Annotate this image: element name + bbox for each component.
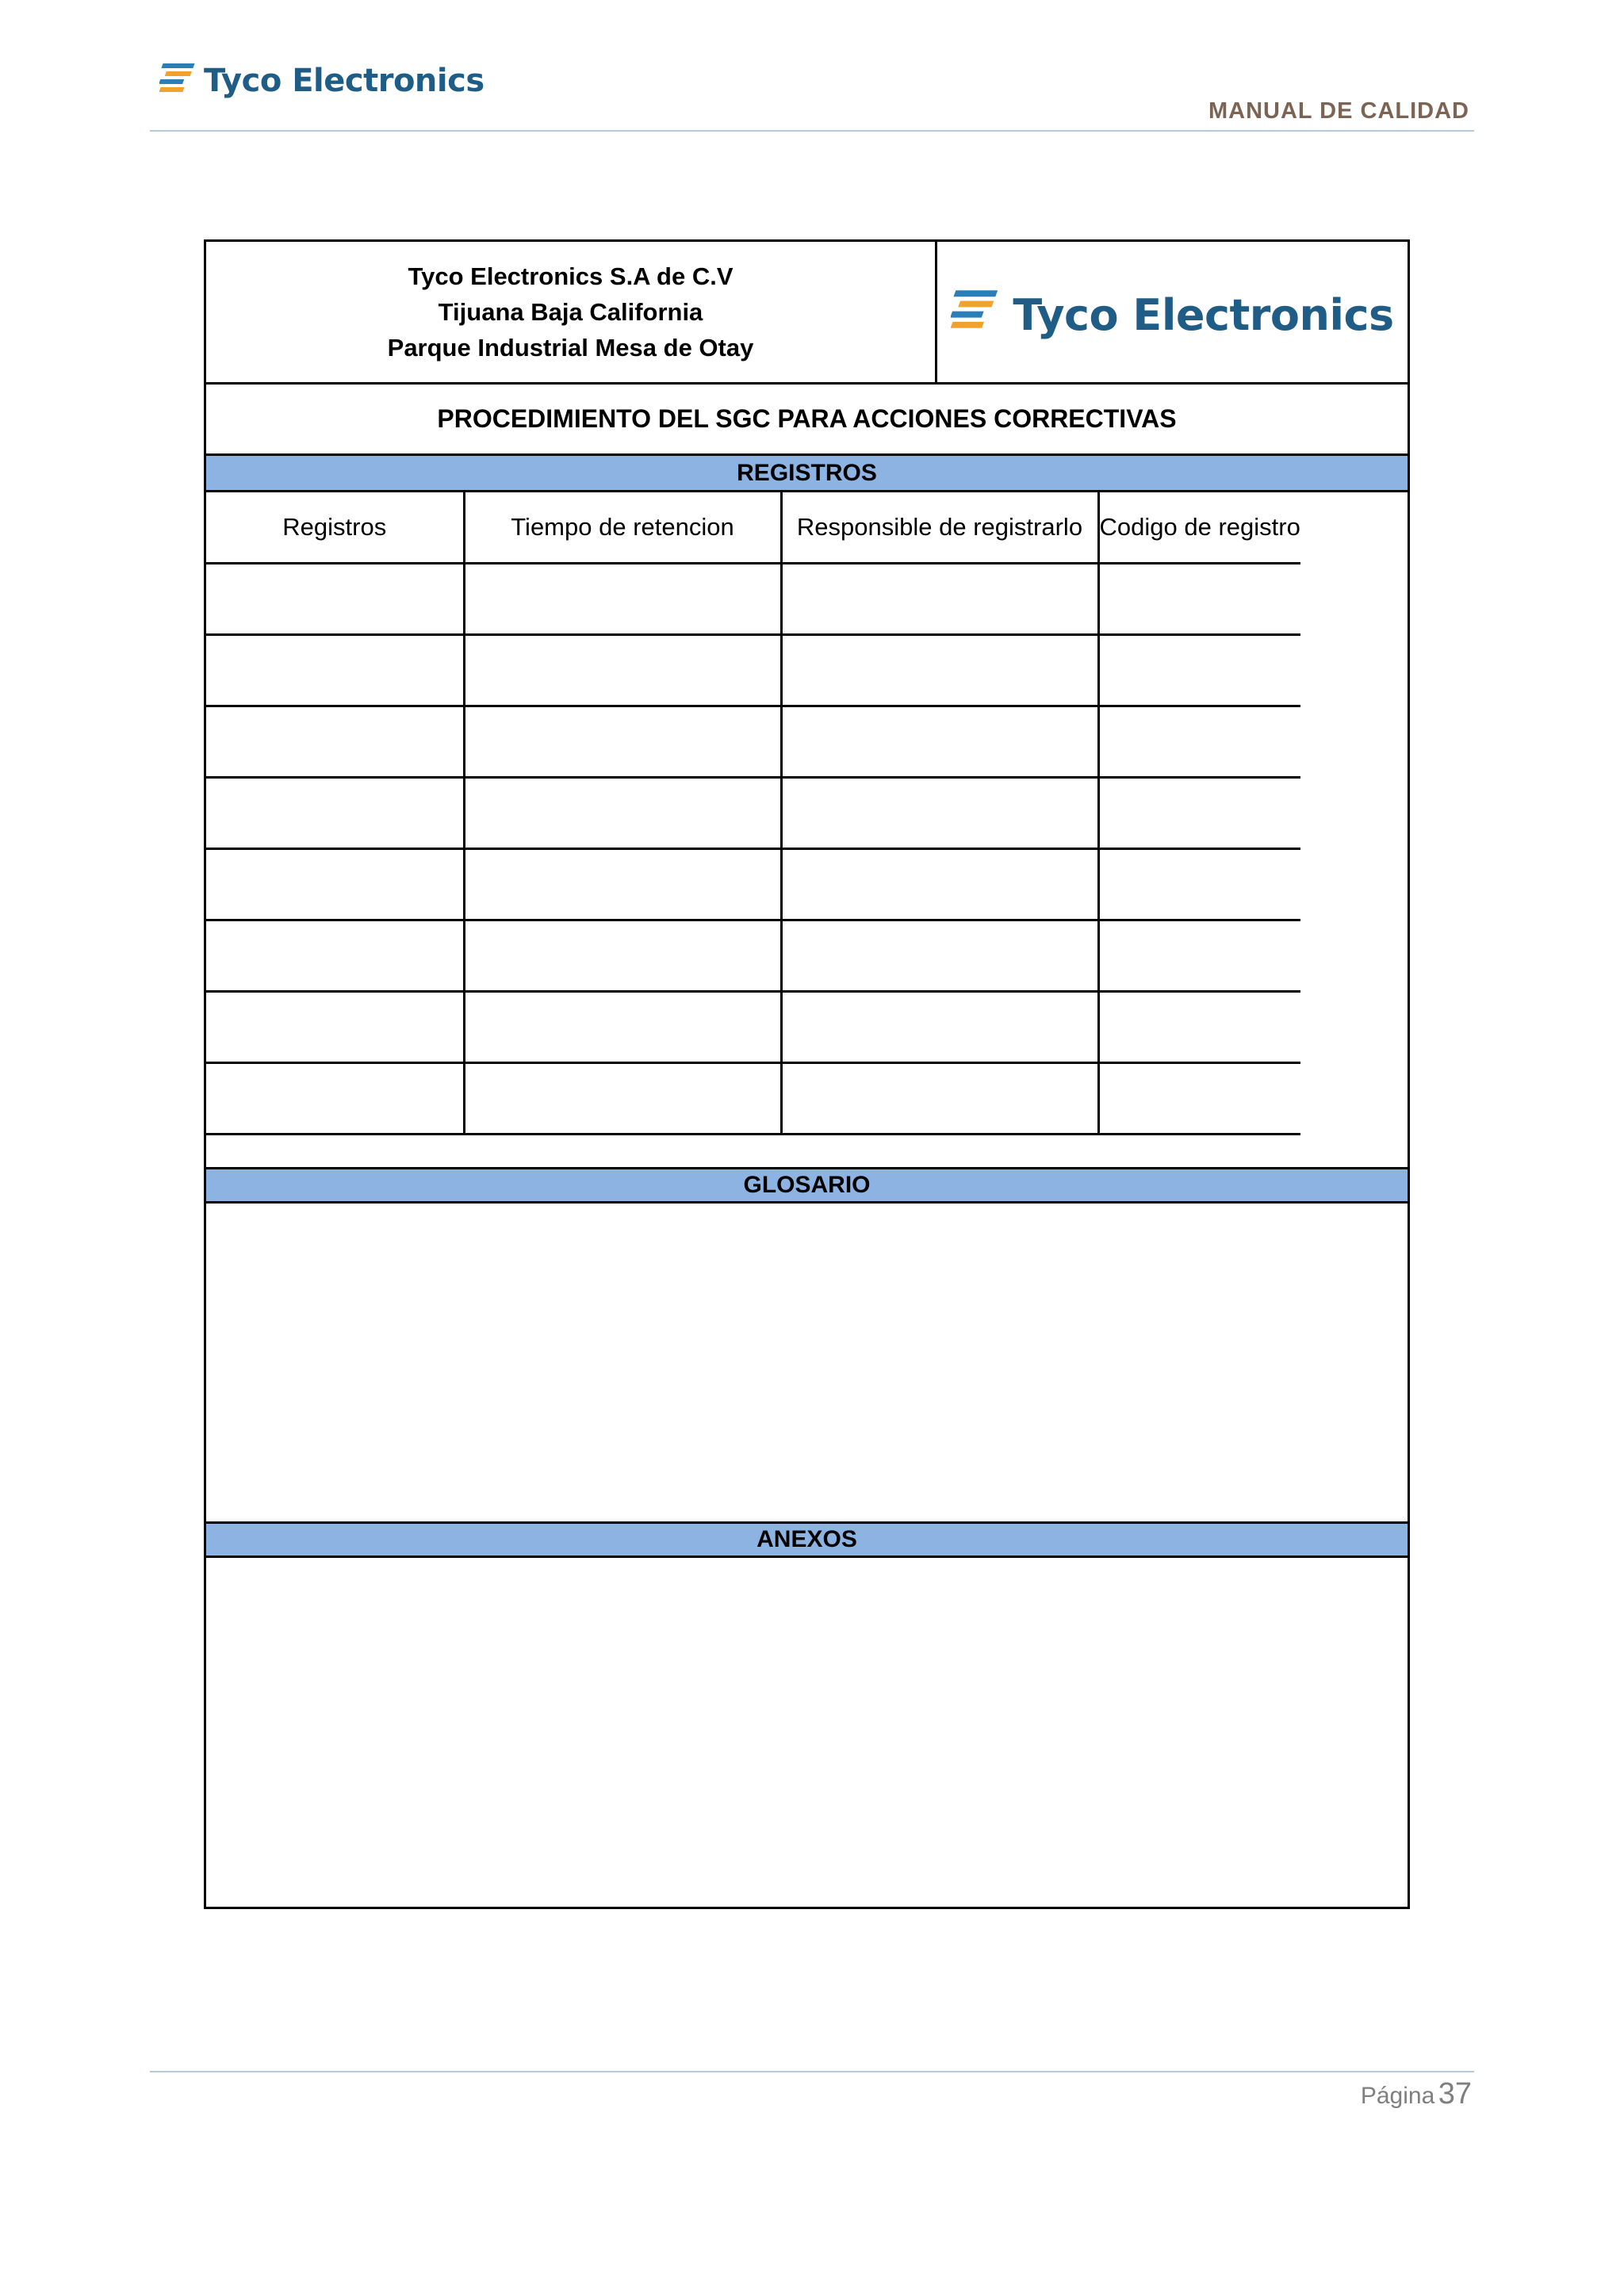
table-cell: [206, 992, 464, 1063]
table-cell: [781, 635, 1098, 706]
table-cell: [206, 564, 464, 635]
table-cell: [781, 1063, 1098, 1135]
table-row: [206, 635, 1300, 706]
table-cell: [464, 564, 781, 635]
table-cell: [464, 778, 781, 849]
table-cell: [781, 992, 1098, 1063]
company-city: Tijuana Baja California: [438, 298, 703, 326]
table-cell: [781, 920, 1098, 992]
company-name: Tyco Electronics S.A de C.V: [408, 262, 733, 290]
table-row: [206, 564, 1300, 635]
table-cell: [206, 635, 464, 706]
company-park: Parque Industrial Mesa de Otay: [387, 334, 754, 362]
company-header-row: [206, 242, 1408, 385]
table-cell: [206, 920, 464, 992]
page-header: [150, 57, 1474, 132]
table-row: [206, 849, 1300, 920]
tyco-logo-icon: [951, 286, 1008, 339]
procedure-form: [204, 239, 1410, 1909]
table-cell: [1098, 564, 1300, 635]
column-header-tiempo: Tiempo de retencion: [464, 492, 781, 564]
table-cell: [206, 1063, 464, 1135]
tyco-logo-large: [951, 286, 1393, 339]
registros-section-header: REGISTROS: [206, 456, 1408, 492]
logo-wordmark: Tyco Electronics: [204, 63, 485, 99]
table-cell: [1098, 1063, 1300, 1135]
page-footer: [1361, 2077, 1472, 2111]
tyco-logo: [159, 60, 485, 100]
tyco-logo-icon: [159, 60, 202, 100]
table-cell: [206, 778, 464, 849]
company-logo-cell: [937, 242, 1408, 382]
footer-divider: [150, 2071, 1474, 2072]
procedure-title: PROCEDIMIENTO DEL SGC PARA ACCIONES CORRECTIVAS: [206, 385, 1408, 456]
table-row: [206, 778, 1300, 849]
table-cell: [206, 706, 464, 778]
table-cell: [206, 849, 464, 920]
table-cell: [781, 706, 1098, 778]
table-cell: [781, 778, 1098, 849]
glosario-content: [206, 1203, 1408, 1521]
page-label: Página: [1360, 2083, 1435, 2109]
company-info: [206, 242, 937, 382]
logo-wordmark: Tyco Electronics: [1013, 289, 1394, 340]
table-cell: [464, 992, 781, 1063]
page-number: 37: [1438, 2077, 1472, 2110]
table-cell: [781, 564, 1098, 635]
registros-table: [206, 492, 1300, 1135]
table-cell: [1098, 849, 1300, 920]
table-cell: [1098, 635, 1300, 706]
column-header-codigo: Codigo de registro: [1098, 492, 1300, 564]
table-cell: [464, 920, 781, 992]
table-row: [206, 706, 1300, 778]
table-cell: [464, 635, 781, 706]
table-cell: [1098, 706, 1300, 778]
table-row: [206, 920, 1300, 992]
table-cell: [1098, 920, 1300, 992]
manual-title: MANUAL DE CALIDAD: [1208, 98, 1469, 124]
anexos-content: [206, 1558, 1408, 1907]
table-header-row: [206, 492, 1300, 564]
table-row: [206, 992, 1300, 1063]
table-cell: [1098, 778, 1300, 849]
table-cell: [1098, 992, 1300, 1063]
anexos-section-header: ANEXOS: [206, 1521, 1408, 1558]
table-cell: [781, 849, 1098, 920]
table-cell: [464, 1063, 781, 1135]
table-cell: [464, 706, 781, 778]
glosario-section-header: GLOSARIO: [206, 1167, 1408, 1203]
column-header-registros: Registros: [206, 492, 464, 564]
table-cell: [464, 849, 781, 920]
table-row: [206, 1063, 1300, 1135]
column-header-responsible: Responsible de registrarlo: [781, 492, 1098, 564]
